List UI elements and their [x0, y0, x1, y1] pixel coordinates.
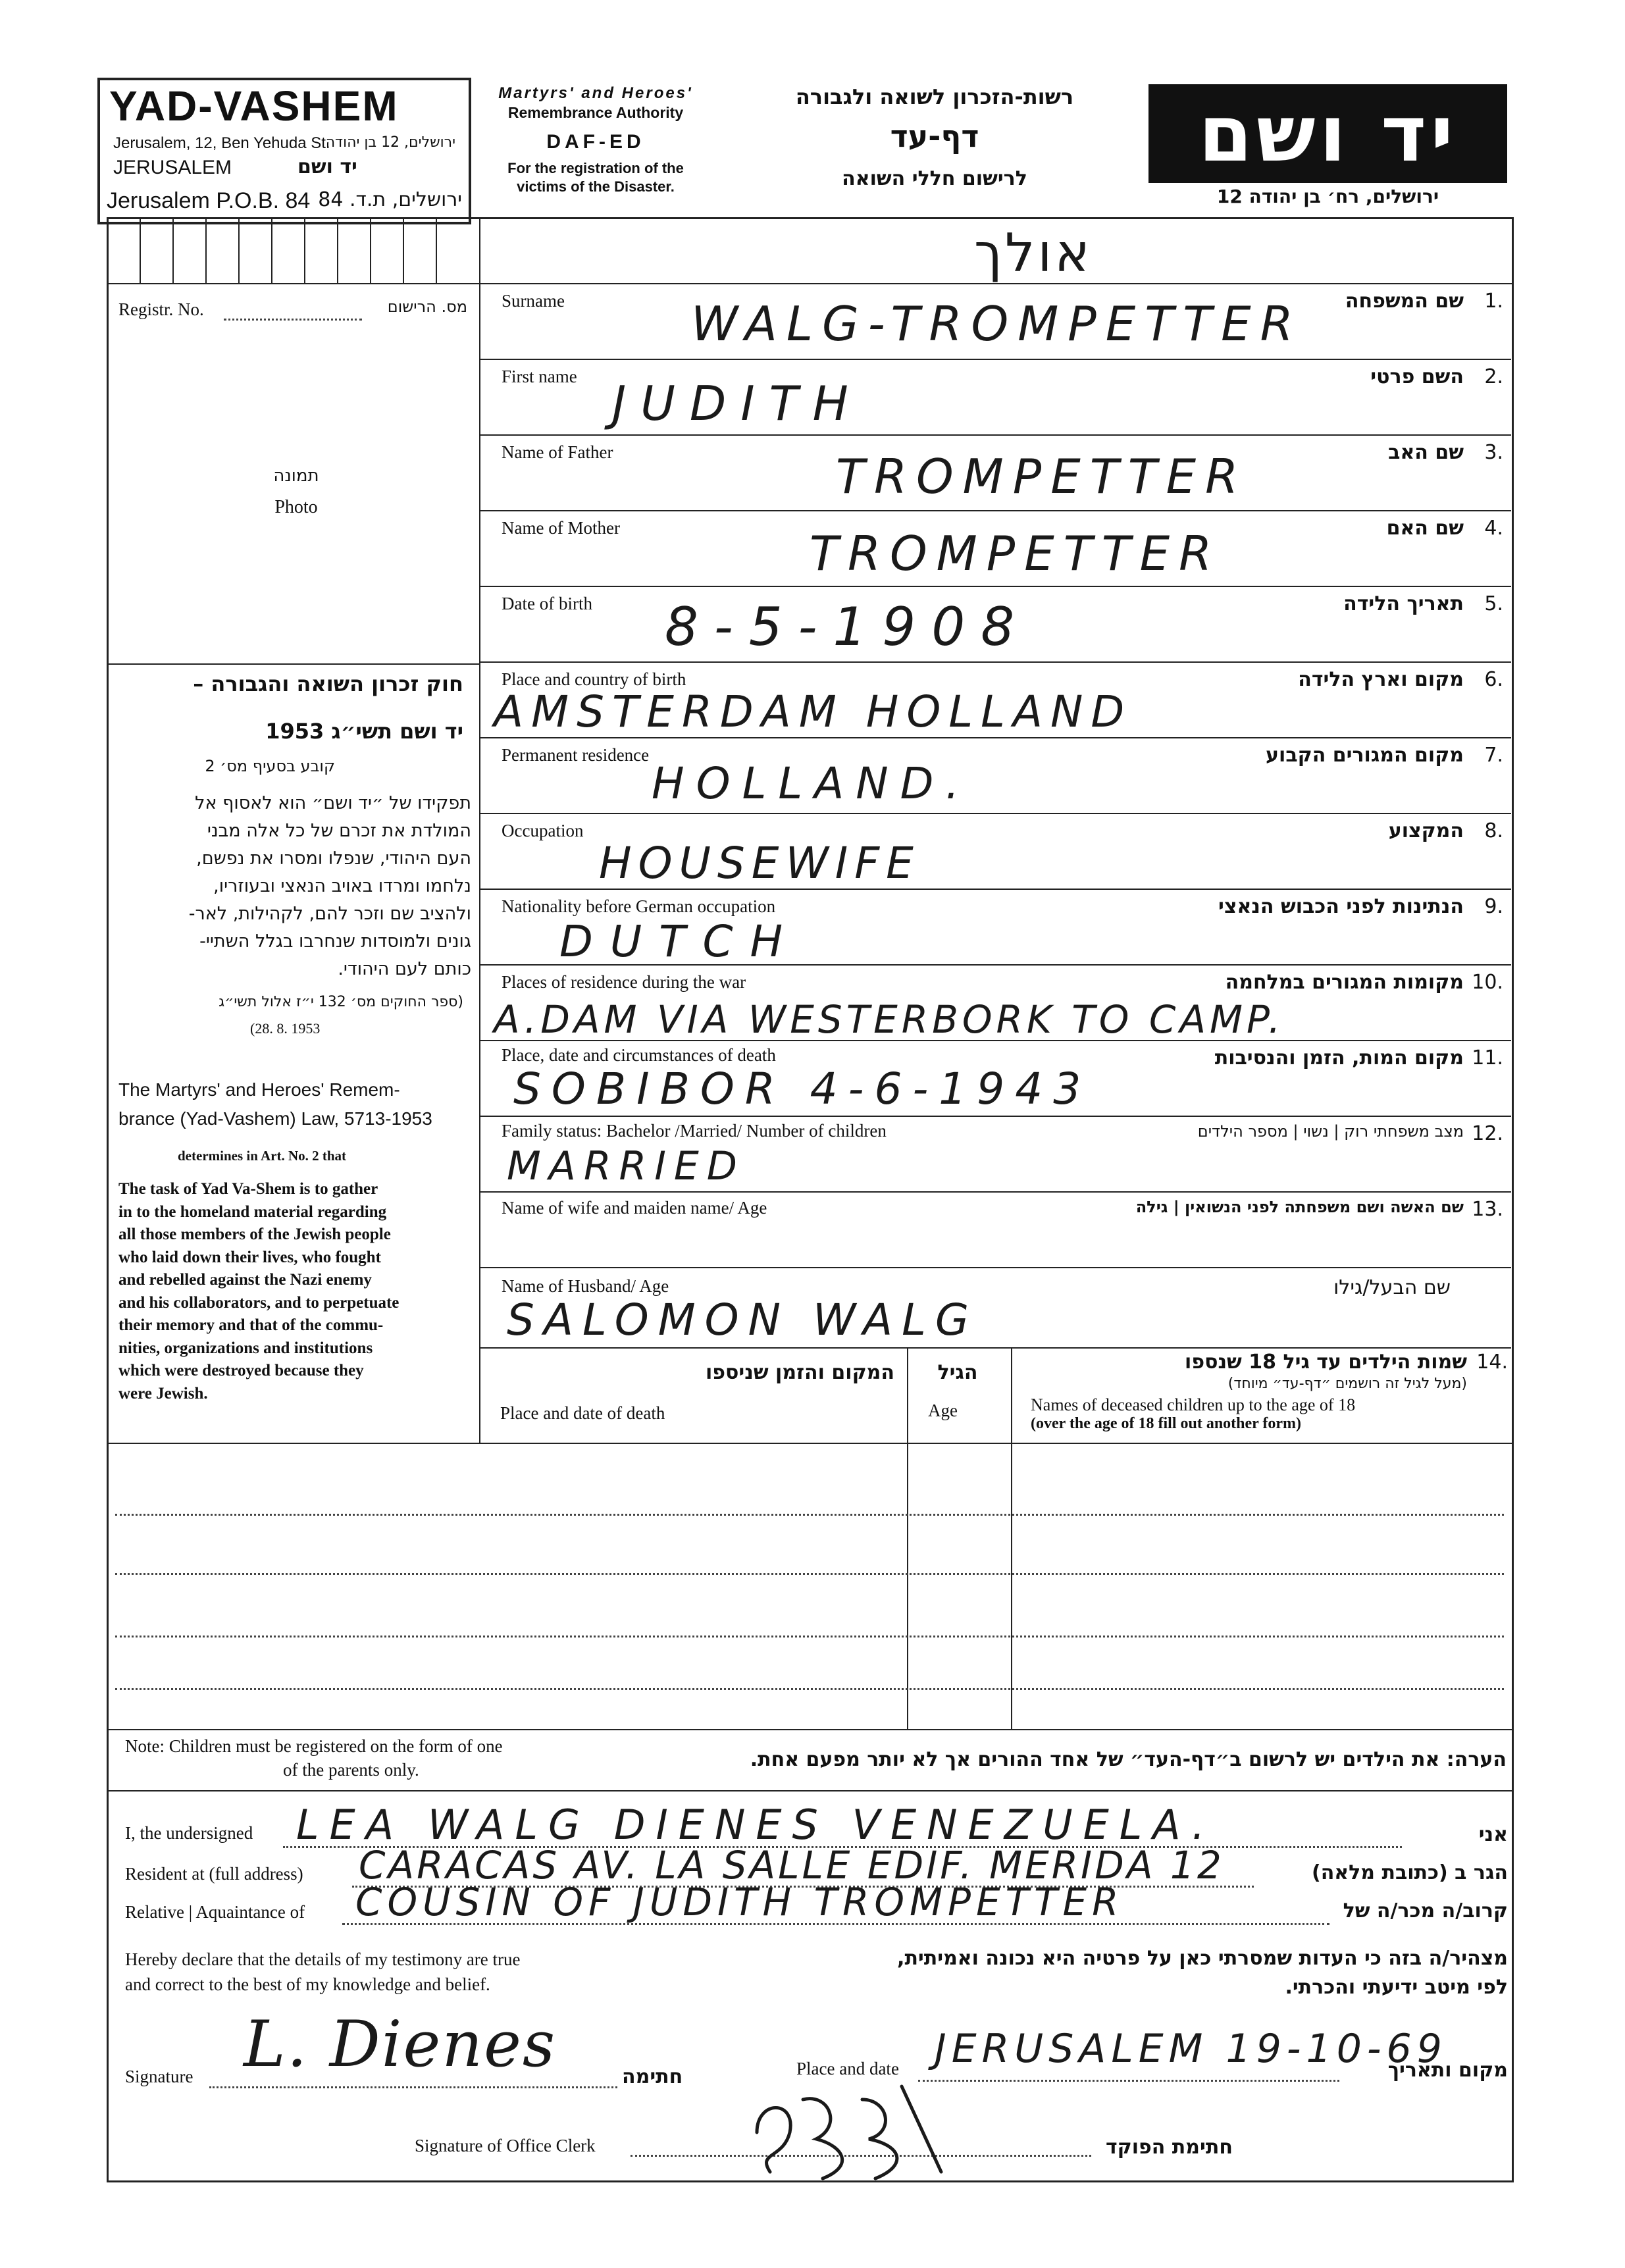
field-label-heb: השם פרטי	[1370, 365, 1464, 388]
field-label-en: Name of Father	[502, 442, 613, 462]
field-label-heb: מקומות המגורים במלחמה	[1225, 971, 1464, 994]
field-number: 11.	[1472, 1046, 1503, 1070]
field-value-father[interactable]: TROMPETTER	[836, 449, 1248, 504]
law-heb-line: גונים ולמוסדות שנחרבו בגלל השתיי-	[199, 931, 471, 952]
resident-heb: הגר ב (כתובת מלאה)	[1311, 1861, 1508, 1884]
law-en-title-1: The Martyrs' and Heroes' Remem-	[118, 1079, 400, 1100]
field-label-en: Family status: Bachelor /Married/ Number of children	[502, 1121, 887, 1141]
undersigned-value[interactable]: LEA WALG DIENES VENEZUELA.	[296, 1801, 1216, 1849]
field-label-en: First name	[502, 367, 577, 386]
field-value-birth-date[interactable]: 8-5-1908	[665, 596, 1031, 657]
resident-value[interactable]: CARACAS AV. LA SALLE EDIF. MERIDA 12	[359, 1843, 1224, 1888]
field-number: 1.	[1484, 290, 1503, 313]
declare-en-1: Hereby declare that the details of my testimony are true	[125, 1949, 521, 1969]
field-row-father	[480, 436, 1510, 510]
field-label-heb: שם המשפחה	[1345, 290, 1464, 313]
stamp-address: Jerusalem, 12, Ben Yehuda St.	[113, 134, 330, 152]
field-label-en: Place and country of birth	[502, 669, 686, 689]
law-heb-date: (28. 8. 1953	[250, 1020, 321, 1037]
law-heb-title: חוק זכרון השואה והגבורה –	[193, 671, 463, 696]
top-boxes	[140, 217, 475, 283]
law-heb-line: תפקידו של ״יד ושם״ הוא לאסוף אל	[195, 793, 471, 813]
header-heb-line1: רשות-הזכרון לשואה ולגבורה	[795, 84, 1074, 109]
field-row-surname	[480, 284, 1510, 359]
field-label-en: Occupation	[502, 821, 584, 840]
header-en-line5: victims of the Disaster.	[517, 178, 675, 195]
field-number: 2.	[1484, 365, 1503, 388]
field-label-en: Name of Mother	[502, 518, 620, 538]
field-value-occupation[interactable]: HOUSEWIFE	[599, 838, 920, 889]
field-row-husband	[480, 1268, 1510, 1347]
relative-heb: קרוב/ה מכר/ה של	[1343, 1899, 1508, 1922]
law-heb-line: נלחמו ומרדו באויב הנאצי ובעוזריו,	[213, 876, 471, 896]
signature-heb: חתימה	[622, 2065, 683, 2088]
law-heb-ref: (ספר החוקים מס׳ 132 י״ז אלול תשי״ג	[219, 994, 463, 1010]
declare-heb-1: מצהיר/ה בזה כי העדות שמסרתי כאן על פרטיה היא נכונה ואמיתית,	[897, 1947, 1508, 1970]
law-heb-line: המולדת את זכרם של כל אלה מבני	[207, 821, 471, 841]
resident-label: Resident at (full address)	[125, 1864, 303, 1884]
stamp-pob: Jerusalem P.O.B. 84	[107, 188, 311, 213]
field-row-birth-place	[480, 663, 1510, 737]
photo-heb: תמונה	[273, 466, 319, 486]
stamp-city-heb: יד ושם	[297, 155, 357, 178]
note-heb: הערה: את הילדים יש לרשום ב״דף-העד״ של אחד ההורים אך לא יותר מפעם אחת.	[750, 1748, 1507, 1771]
photo-en: Photo	[274, 497, 318, 517]
undersigned-heb: אני	[1478, 1823, 1508, 1846]
note-en-1: Note: Children must be registered on the form of one	[125, 1736, 503, 1756]
header-stamp	[97, 78, 471, 224]
field-value-mother[interactable]: TROMPETTER	[810, 526, 1222, 581]
field-label-en: Name of Husband/ Age	[502, 1276, 669, 1296]
logo-text: יד ושם	[1198, 88, 1458, 179]
field-value-birth-place[interactable]: AMSTERDAM HOLLAND	[494, 686, 1133, 737]
law-heb-line: כותם לעם היהודי.	[338, 959, 471, 979]
stamp-city: JERUSALEM	[113, 157, 232, 178]
children-number: 14.	[1476, 1351, 1508, 1374]
field-value-war-residence[interactable]: A.DAM VIA WESTERBORK TO CAMP.	[494, 997, 1285, 1042]
field-number: 12.	[1472, 1122, 1503, 1145]
header-en-line2: Remembrance Authority	[507, 104, 684, 121]
field-label-heb: מקום המות, הזמן והנסיבות	[1214, 1046, 1464, 1070]
place-date-value[interactable]: JERUSALEM 19-10-69	[935, 2026, 1447, 2072]
declare-heb-2: לפי מיטב ידיעתי והכרתי.	[1285, 1976, 1508, 1999]
field-value-first-name[interactable]: JUDITH	[612, 376, 863, 431]
field-label-heb: מקום המגורים הקבוע	[1266, 744, 1464, 767]
field-value-husband[interactable]: SALOMON WALG	[507, 1295, 979, 1345]
header-en-line4: For the registration of the	[507, 160, 684, 176]
place-death-heb: המקום והזמן שניספו	[705, 1361, 894, 1384]
field-number: 7.	[1484, 744, 1503, 767]
relative-label: Relative | Aquaintance of	[125, 1902, 305, 1922]
law-heb-line: העם היהודי, שנפלו ומסרו את נפשם,	[196, 848, 471, 869]
clerk-heb: חתימת הפוקד	[1106, 2136, 1233, 2159]
field-value-residence[interactable]: HOLLAND.	[652, 758, 971, 809]
field-label-heb: המקצוע	[1388, 819, 1464, 842]
field-label-heb: שם האב	[1388, 441, 1464, 464]
note-en-2: of the parents only.	[283, 1760, 419, 1780]
relative-value[interactable]: COUSIN OF JUDITH TROMPETTER	[355, 1880, 1124, 1924]
field-row-occupation	[480, 814, 1510, 889]
field-number: 8.	[1484, 819, 1503, 842]
field-label-heb: הנתינות לפני הכבוש הנאצי	[1218, 895, 1464, 918]
logo-address: ירושלים, רח׳ בן יהודה 12	[1216, 186, 1439, 207]
field-label-heb: שם האם	[1386, 517, 1464, 540]
place-date-label: Place and date	[796, 2059, 899, 2078]
field-value-surname[interactable]: WALG-TROMPETTER	[691, 296, 1303, 351]
field-value-death[interactable]: SOBIBOR 4-6-1943	[513, 1064, 1092, 1114]
law-en-line: who laid down their lives, who fought	[118, 1248, 381, 1266]
field-label-heb: תאריך הלידה	[1343, 592, 1464, 615]
law-en-line: and rebelled against the Nazi enemy	[118, 1271, 372, 1289]
signature-label: Signature	[125, 2067, 193, 2086]
field-row-mother	[480, 511, 1510, 586]
age-heb: הגיל	[937, 1361, 978, 1384]
field-label-en: Surname	[502, 291, 565, 311]
field-number: 13.	[1472, 1198, 1503, 1221]
children-heb-title: שמות הילדים עד גיל 18 שנספו	[1185, 1351, 1467, 1374]
field-number: 4.	[1484, 517, 1503, 540]
header-en-line3: DAF-ED	[546, 131, 645, 153]
undersigned-label: I, the undersigned	[125, 1823, 253, 1843]
law-en-line: which were destroyed because they	[118, 1362, 364, 1379]
field-label-en: Place, date and circumstances of death	[502, 1045, 776, 1065]
place-death-en: Place and date of death	[500, 1403, 665, 1423]
field-label-en: Permanent residence	[502, 745, 650, 765]
stamp-pob-heb: ירושלים, ת.ד. 84	[318, 188, 462, 211]
field-row-wife	[480, 1193, 1510, 1267]
stamp-address-heb: ירושלים, 12 בן יהודה	[325, 134, 455, 151]
clerk-signature-mark	[744, 2073, 954, 2185]
law-heb-sub: יד ושם תשי״ג 1953	[265, 719, 463, 744]
header-center-en	[448, 84, 744, 195]
field-label-heb: מקום וארץ הלידה	[1298, 668, 1464, 691]
field-row-family-status	[480, 1117, 1510, 1191]
field-number: 5.	[1484, 592, 1503, 615]
top-annotation: אולך	[974, 222, 1093, 284]
field-label-en: Nationality before German occupation	[502, 896, 776, 916]
law-en-line: were Jewish.	[118, 1384, 208, 1403]
children-en-title: Names of deceased children up to the age of 18	[1031, 1395, 1356, 1414]
header-heb-line2: דף-עד	[890, 118, 979, 154]
law-en-line: all those members of the Jewish people	[118, 1225, 391, 1243]
field-label-en: Places of residence during the war	[502, 972, 746, 992]
field-label-heb: מצב משפחתי רוק | נשוי | מספר הילדים	[1197, 1122, 1464, 1141]
field-label-heb: שם האשה ושם משפחתה לפני הנשואין | גילה	[1135, 1198, 1464, 1216]
field-row-birth-date	[480, 587, 1510, 661]
field-number: 6.	[1484, 668, 1503, 691]
field-row-nationality	[480, 890, 1510, 967]
registr-label: Registr. No.	[118, 299, 204, 319]
registr-heb: מס. הרישום	[387, 297, 467, 316]
law-en-line: and his collaborators, and to perpetuate	[118, 1293, 400, 1312]
law-en-line: in to the homeland material regarding	[118, 1202, 387, 1221]
law-en-line: their memory and that of the commu-	[118, 1316, 384, 1334]
children-heb-sub: (מעל לגיל זה רושמים ״דף-עד״ מיוחד)	[1227, 1376, 1467, 1392]
field-row-first-name	[480, 360, 1510, 434]
field-row-death	[480, 1041, 1510, 1116]
field-row-residence	[480, 738, 1510, 813]
law-en-title-2: brance (Yad-Vashem) Law, 5713-1953	[118, 1108, 432, 1129]
place-date-heb: מקום ותאריך	[1387, 2059, 1508, 2082]
law-en-determines: determines in Art. No. 2 that	[178, 1148, 347, 1164]
field-number: 3.	[1484, 441, 1503, 464]
law-heb-line: ולהציב שם וזכר להם, לקהילות, לאר-	[188, 904, 471, 924]
signature-value[interactable]: L. Dienes	[244, 2007, 557, 2081]
age-en: Age	[928, 1401, 958, 1420]
header-heb-line3: לרישום חללי השואה	[842, 167, 1027, 190]
field-value-nationality[interactable]: DUTCH	[559, 916, 800, 967]
field-row-war-residence	[480, 966, 1510, 1040]
law-heb-art: קובע בסעיף מס׳ 2	[205, 757, 335, 775]
header-en-line1: Martyrs' and Heroes'	[498, 84, 693, 102]
children-en-sub: (over the age of 18 fill out another form)	[1031, 1415, 1302, 1432]
law-en-body	[118, 1178, 474, 1405]
law-heb-body	[118, 790, 471, 983]
clerk-label: Signature of Office Clerk	[415, 2136, 596, 2155]
field-label-en: Name of wife and maiden name/ Age	[502, 1198, 767, 1218]
law-en-line: nities, organizations and institutions	[118, 1339, 373, 1357]
field-number: 9.	[1484, 895, 1503, 918]
declare-en-2: and correct to the best of my knowledge and belief.	[125, 1974, 490, 1994]
header-center-heb	[763, 84, 1106, 190]
field-label-heb: שם הבעל/גילו	[1333, 1276, 1451, 1299]
law-en-line: The task of Yad Va-Shem is to gather	[118, 1180, 378, 1198]
field-value-family-status[interactable]: MARRIED	[507, 1143, 745, 1189]
field-label-en: Date of birth	[502, 594, 592, 613]
stamp-title: YAD-VASHEM	[109, 82, 399, 130]
field-number: 10.	[1472, 971, 1503, 994]
yad-vashem-logo	[1148, 84, 1507, 183]
